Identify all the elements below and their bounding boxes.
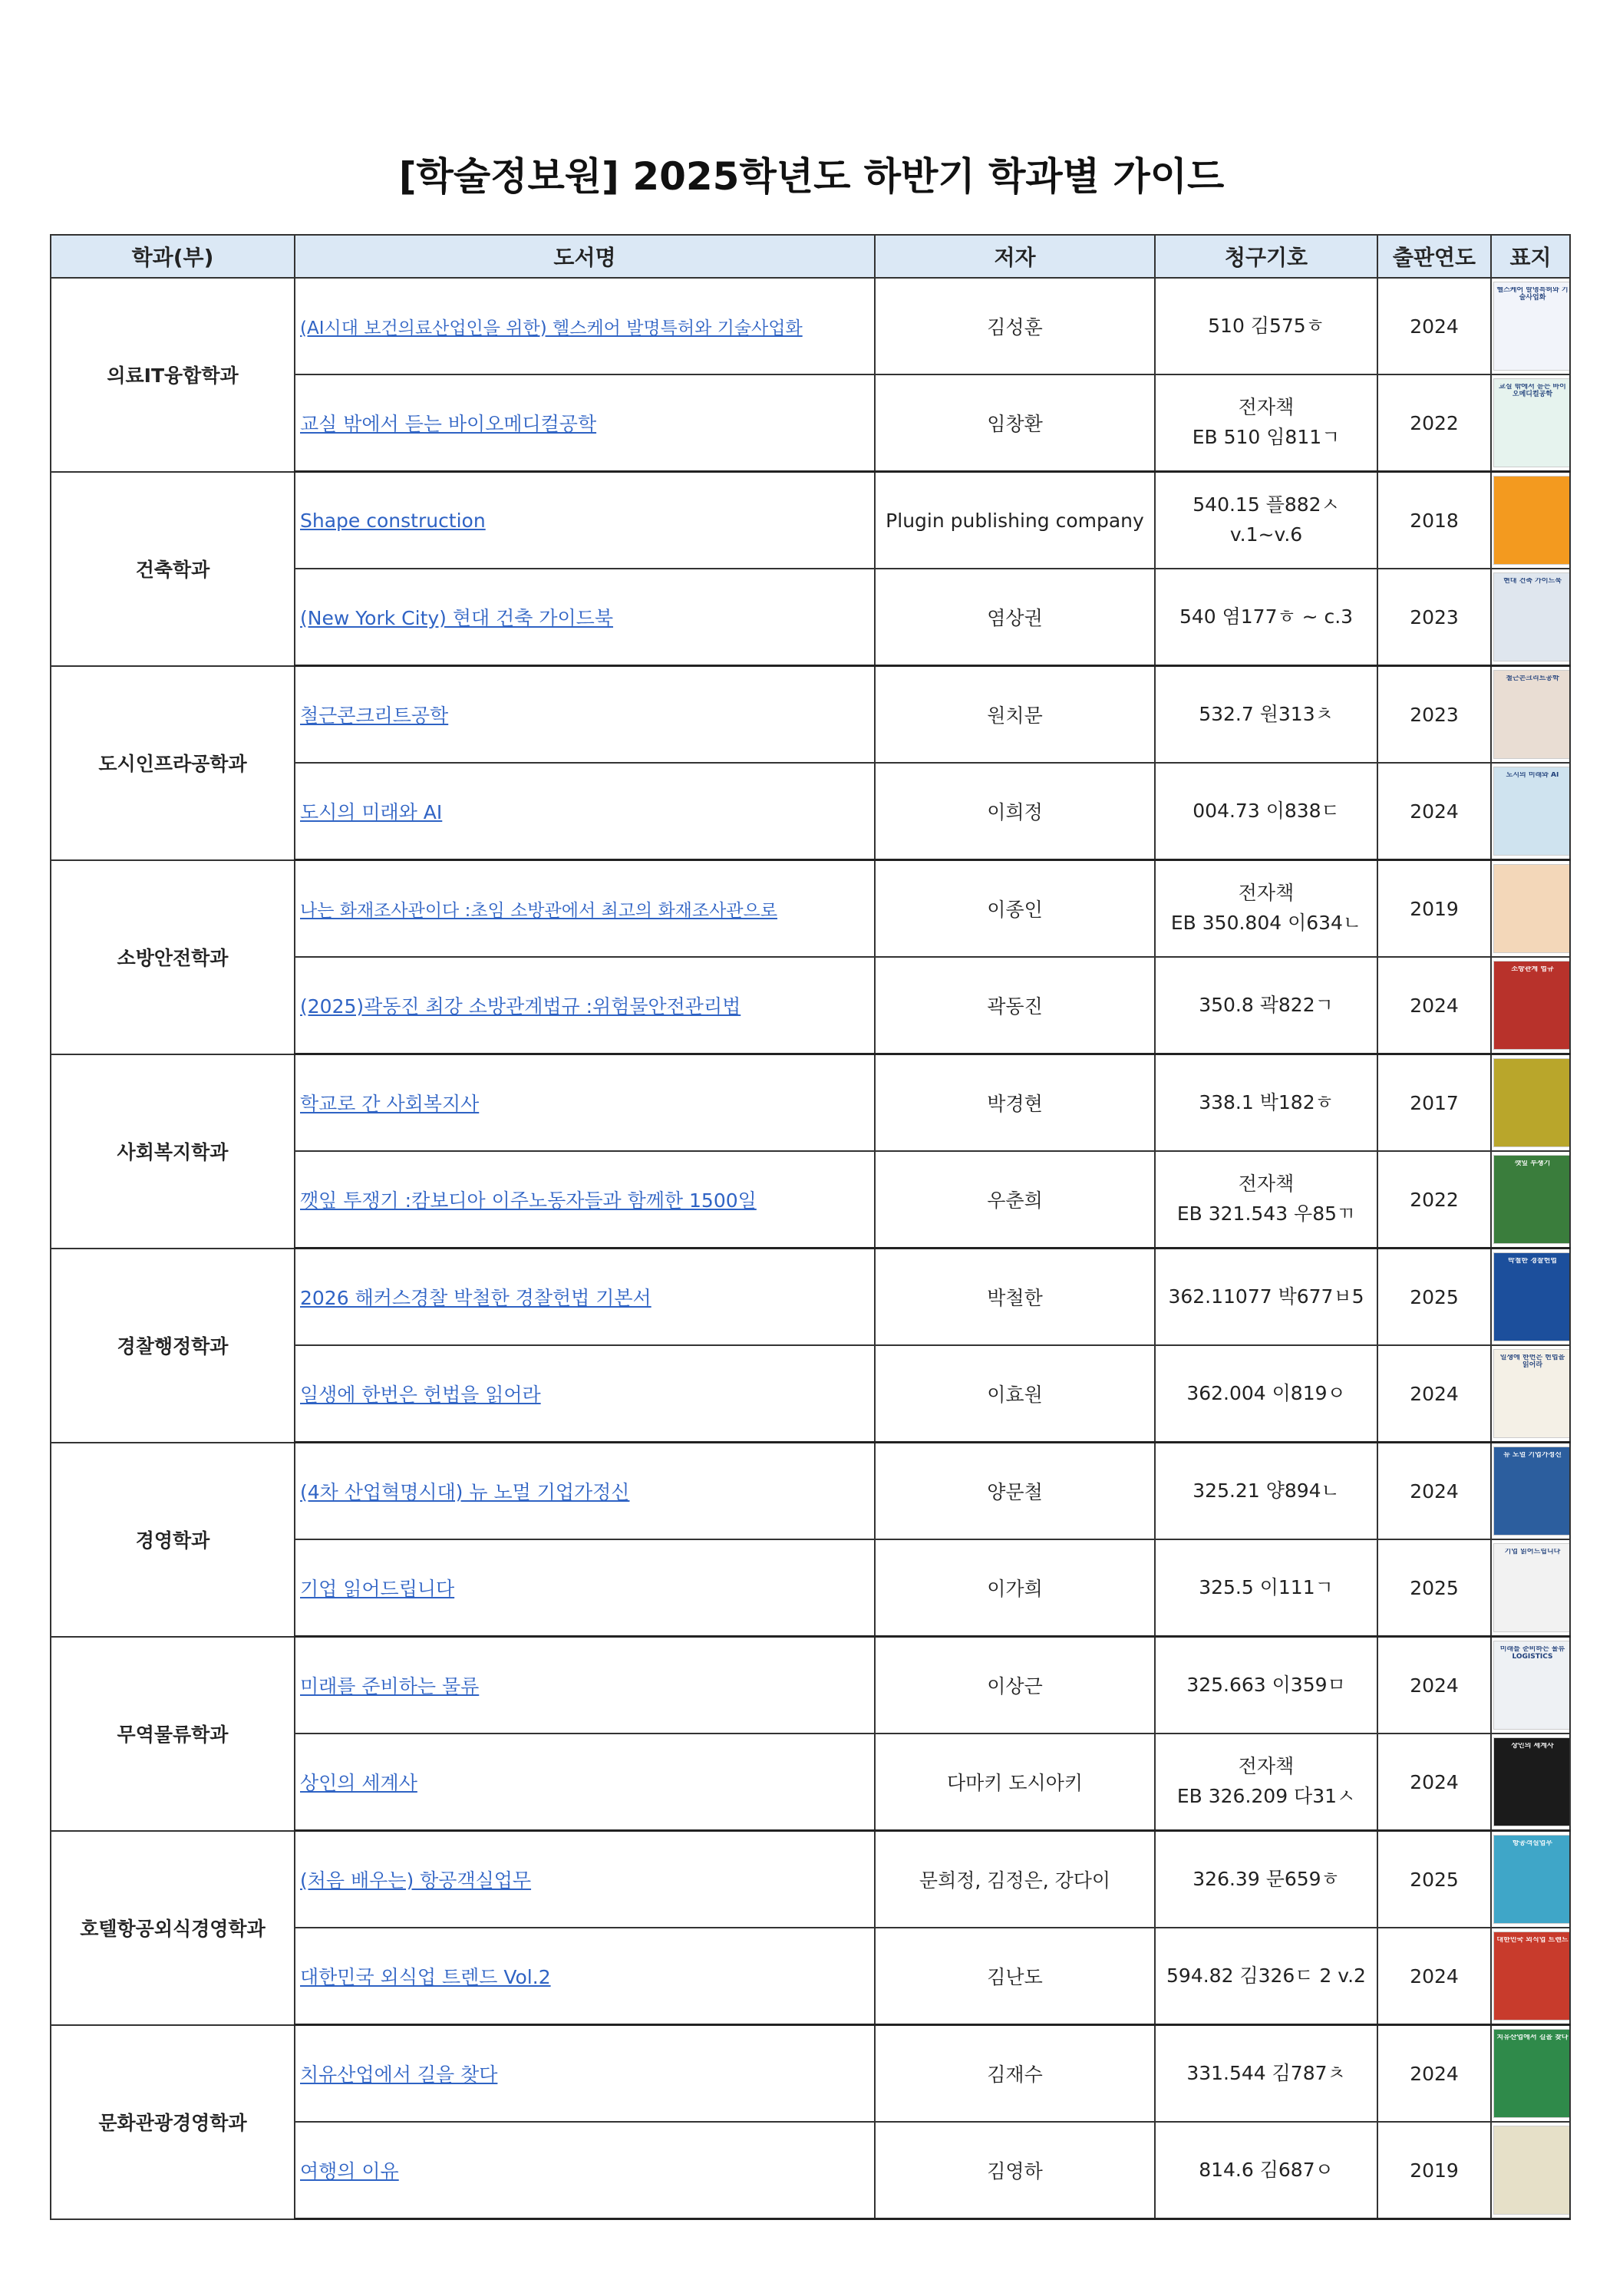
header-row: [51, 235, 1570, 278]
book-author: 염상권: [875, 569, 1155, 666]
book-author: 이가희: [875, 1539, 1155, 1637]
call-number: [1155, 1345, 1377, 1443]
book-author: 박경현: [875, 1054, 1155, 1152]
publication-year: 2024: [1377, 278, 1491, 374]
call-number: [1155, 957, 1377, 1054]
cover-cell: [1491, 278, 1570, 374]
cover-cell: [1491, 2122, 1570, 2219]
book-author: 이종인: [875, 860, 1155, 958]
department-name: 의료IT융합학과: [51, 278, 295, 472]
cover-cell: [1491, 1345, 1570, 1443]
table-row: [51, 1831, 1570, 1928]
call-number-line1: 325.5 이111ㄱ: [1199, 1575, 1334, 1598]
cover-label: 소방관계 법규: [1511, 966, 1554, 973]
department-name: 경찰행정학과: [51, 1249, 295, 1443]
call-number: [1155, 860, 1377, 958]
book-title-cell: [295, 666, 875, 764]
book-title-link[interactable]: 학교로 간 사회복지사: [300, 1093, 480, 1115]
department-name: 건축학과: [51, 472, 295, 666]
book-author: 원치문: [875, 666, 1155, 764]
book-author: 곽동진: [875, 957, 1155, 1054]
book-title-link[interactable]: 미래를 준비하는 물류: [300, 1675, 480, 1697]
book-author: 양문철: [875, 1443, 1155, 1540]
call-number-line1: 510 김575ㅎ: [1208, 314, 1324, 337]
publication-year: 2019: [1377, 2122, 1491, 2219]
cover-label: 깻잎 투쟁기: [1514, 1160, 1551, 1167]
call-number: [1155, 1734, 1377, 1831]
book-title-cell: [295, 1539, 875, 1637]
publication-year: 2022: [1377, 1151, 1491, 1249]
book-author: 이효원: [875, 1345, 1155, 1443]
book-title-link[interactable]: 2026 해커스경찰 박철한 경찰헌법 기본서: [300, 1287, 652, 1309]
book-title-cell: [295, 1345, 875, 1443]
cover-label: 현대 건축 가이드북: [1503, 578, 1562, 585]
book-title-cell: [295, 472, 875, 569]
publication-year: 2024: [1377, 763, 1491, 860]
publication-year: 2025: [1377, 1539, 1491, 1637]
book-author: Plugin publishing company: [875, 472, 1155, 569]
book-title-cell: [295, 860, 875, 958]
book-title-cell: [295, 1831, 875, 1928]
publication-year: 2025: [1377, 1831, 1491, 1928]
publication-year: 2019: [1377, 860, 1491, 958]
call-number-line1: 532.7 원313ㅊ: [1199, 702, 1334, 725]
call-number: [1155, 2122, 1377, 2219]
department-name: 소방안전학과: [51, 860, 295, 1054]
department-name: 무역물류학과: [51, 1637, 295, 1831]
call-number-line1: 540 염177ㅎ ~ c.3: [1179, 605, 1354, 628]
book-title-cell: [295, 1054, 875, 1152]
call-number: [1155, 763, 1377, 860]
cover-label: 교실 밖에서 듣는 바이오메디컬공학: [1499, 384, 1566, 398]
cover-cell: [1491, 1443, 1570, 1540]
book-title-cell: [295, 2025, 875, 2123]
book-author: 이상근: [875, 1637, 1155, 1734]
cover-label: 기업 읽어드립니다: [1504, 1549, 1561, 1555]
book-cover-image: [1493, 1058, 1570, 1147]
book-title-cell: [295, 1249, 875, 1346]
call-number: [1155, 472, 1377, 569]
book-title-cell: [295, 1637, 875, 1734]
book-cover-image: [1493, 767, 1570, 856]
publication-year: 2024: [1377, 1443, 1491, 1540]
book-title-cell: [295, 2122, 875, 2219]
call-number-line1: 전자책: [1238, 1173, 1295, 1196]
publication-year: 2025: [1377, 1249, 1491, 1346]
publication-year: 2024: [1377, 1734, 1491, 1831]
book-cover-image: [1493, 1931, 1570, 2021]
cover-cell: [1491, 1831, 1570, 1928]
book-title-link[interactable]: 기업 읽어드립니다: [300, 1578, 455, 1600]
book-cover-image: [1493, 670, 1570, 759]
table-row: [51, 1637, 1570, 1734]
book-title-link[interactable]: (2025)곽동진 최강 소방관계법규 :위험물안전관리법: [300, 995, 741, 1018]
book-cover-image: [1493, 572, 1570, 661]
table-row: [51, 2025, 1570, 2123]
cover-cell: [1491, 2025, 1570, 2123]
table-row: [51, 666, 1570, 764]
call-number-line1: 전자책: [1238, 396, 1295, 419]
book-title-link[interactable]: 대한민국 외식업 트렌드 Vol.2: [300, 1966, 551, 1988]
call-number-line1: 331.544 김787ㅊ: [1186, 2061, 1346, 2084]
cover-cell: [1491, 1249, 1570, 1346]
book-title-link[interactable]: 일생에 한번은 헌법을 읽어라: [300, 1384, 541, 1406]
table-row: [51, 1054, 1570, 1152]
book-author: 다마키 도시아키: [875, 1734, 1155, 1831]
book-title-link[interactable]: 여행의 이유: [300, 2160, 399, 2182]
book-title-cell: [295, 374, 875, 472]
cover-cell: [1491, 763, 1570, 860]
book-cover-image: [1493, 2126, 1570, 2215]
cover-cell: [1491, 1734, 1570, 1831]
call-number: [1155, 1443, 1377, 1540]
header-book-title: 도서명: [295, 235, 875, 278]
header-call-number: 청구기호: [1155, 235, 1377, 278]
book-title-link[interactable]: Shape construction: [300, 509, 486, 532]
call-number: [1155, 1151, 1377, 1249]
book-title-link[interactable]: 철근콘크리트공학: [300, 704, 449, 727]
call-number-line1: 전자책: [1238, 1755, 1295, 1778]
table-body: [51, 278, 1570, 2219]
table-row: [51, 472, 1570, 569]
book-cover-image: [1493, 1252, 1570, 1341]
cover-label: 뉴 노멀 기업가정신: [1503, 1452, 1562, 1459]
cover-cell: [1491, 374, 1570, 472]
table-header: [51, 235, 1570, 278]
book-cover-image: [1493, 2029, 1570, 2118]
publication-year: 2024: [1377, 1928, 1491, 2025]
book-cover-image: [1493, 476, 1570, 565]
book-author: 이희정: [875, 763, 1155, 860]
table-row: [51, 860, 1570, 958]
cover-label: 미래를 준비하는 물류 LOGISTICS: [1499, 1646, 1565, 1661]
call-number-line1: 814.6 김687ㅇ: [1199, 2158, 1334, 2181]
cover-label: 헬스케어 발명특허와 기술사업화: [1496, 287, 1569, 302]
cover-cell: [1491, 957, 1570, 1054]
call-number-line1: 004.73 이838ㄷ: [1193, 799, 1340, 822]
book-cover-image: [1493, 1737, 1570, 1826]
department-name: 문화관광경영학과: [51, 2025, 295, 2219]
call-number-line1: 362.004 이819ㅇ: [1186, 1381, 1346, 1404]
department-name: 경영학과: [51, 1443, 295, 1637]
publication-year: 2017: [1377, 1054, 1491, 1152]
book-cover-image: [1493, 1155, 1570, 1244]
book-title-link[interactable]: 나는 화재조사관이다 :초임 소방관에서 최고의 화재조사관으로: [300, 900, 777, 921]
book-title-cell: [295, 1928, 875, 2025]
book-title-cell: [295, 1734, 875, 1831]
cover-label: 대한민국 외식업 트렌드: [1496, 1937, 1569, 1944]
publication-year: 2022: [1377, 374, 1491, 472]
page-title: [학술정보원] 2025학년도 하반기 학과별 가이드: [398, 154, 1225, 199]
book-title-cell: [295, 1443, 875, 1540]
call-number: [1155, 278, 1377, 374]
cover-label: 치유산업에서 길을 찾다: [1496, 2034, 1569, 2041]
call-number: [1155, 1054, 1377, 1152]
book-author: 김영하: [875, 2122, 1155, 2219]
call-number-line2: EB 326.209 다31ㅅ: [1176, 1785, 1356, 1807]
book-cover-image: [1493, 961, 1570, 1050]
call-number-line1: 350.8 곽822ㄱ: [1199, 993, 1334, 1016]
book-title-cell: [295, 1151, 875, 1249]
call-number: [1155, 1831, 1377, 1928]
call-number: [1155, 1637, 1377, 1734]
book-cover-image: [1493, 1641, 1570, 1730]
header-cover: 표지: [1491, 235, 1570, 278]
book-title-cell: [295, 569, 875, 666]
book-title-link[interactable]: (AI시대 보건의료산업인을 위한) 헬스케어 발명특허와 기술사업화: [300, 318, 803, 338]
department-name: 사회복지학과: [51, 1054, 295, 1249]
cover-cell: [1491, 1539, 1570, 1637]
book-title-link[interactable]: 치유산업에서 길을 찾다: [300, 2063, 498, 2086]
book-author: 김성훈: [875, 278, 1155, 374]
header-dept: 학과(부): [51, 235, 295, 278]
cover-label: 박철한 경찰헌법: [1508, 1258, 1557, 1265]
book-title-link[interactable]: 도시의 미래와 AI: [300, 801, 443, 823]
cover-cell: [1491, 569, 1570, 666]
book-author: 우춘희: [875, 1151, 1155, 1249]
cover-label: 항공객실업무: [1512, 1840, 1553, 1847]
publication-year: 2018: [1377, 472, 1491, 569]
call-number: [1155, 1928, 1377, 2025]
book-author: 문희정, 김정은, 강다이: [875, 1831, 1155, 1928]
cover-label: 일생에 한번은 헌법을 읽어라: [1499, 1354, 1565, 1369]
publication-year: 2024: [1377, 1345, 1491, 1443]
call-number-line1: 540.15 플882ㅅ v.1~v.6: [1193, 493, 1340, 546]
book-title-link[interactable]: (처음 배우는) 항공객실업무: [300, 1869, 532, 1892]
call-number: [1155, 1539, 1377, 1637]
call-number: [1155, 666, 1377, 764]
department-name: 도시인프라공학과: [51, 666, 295, 860]
book-title-link[interactable]: 상인의 세계사: [300, 1772, 417, 1794]
book-title-cell: [295, 278, 875, 374]
cover-cell: [1491, 666, 1570, 764]
book-cover-image: [1493, 1543, 1570, 1632]
cover-cell: [1491, 1054, 1570, 1152]
department-name: 호텔항공외식경영학과: [51, 1831, 295, 2025]
call-number-line1: 전자책: [1238, 882, 1295, 905]
book-cover-image: [1493, 864, 1570, 953]
cover-label: 철근콘크리트공학: [1506, 675, 1559, 682]
book-cover-image: [1493, 282, 1570, 371]
book-title-link[interactable]: (4차 산업혁명시대) 뉴 노멀 기업가정신: [300, 1481, 630, 1503]
call-number-line2: EB 510 임811ㄱ: [1192, 426, 1341, 448]
book-title-cell: [295, 763, 875, 860]
publication-year: 2024: [1377, 957, 1491, 1054]
cover-cell: [1491, 472, 1570, 569]
book-cover-image: [1493, 1349, 1570, 1438]
book-author: 임창환: [875, 374, 1155, 472]
book-author: 김재수: [875, 2025, 1155, 2123]
cover-cell: [1491, 860, 1570, 958]
book-title-cell: [295, 957, 875, 1054]
call-number-line2: EB 321.543 우85ㄲ: [1176, 1202, 1356, 1225]
call-number: [1155, 1249, 1377, 1346]
publication-year: 2024: [1377, 1637, 1491, 1734]
call-number-line1: 594.82 김326ㄷ 2 v.2: [1166, 1964, 1366, 1987]
header-year: 출판연도: [1377, 235, 1491, 278]
header-author: 저자: [875, 235, 1155, 278]
call-number-line1: 338.1 박182ㅎ: [1199, 1090, 1334, 1113]
book-cover-image: [1493, 378, 1570, 467]
call-number: [1155, 569, 1377, 666]
call-number-line1: 325.21 양894ㄴ: [1193, 1479, 1340, 1502]
book-cover-image: [1493, 1835, 1570, 1924]
department-guide-table: [50, 234, 1571, 2220]
book-cover-image: [1493, 1447, 1570, 1536]
book-author: 김난도: [875, 1928, 1155, 2025]
publication-year: 2023: [1377, 666, 1491, 764]
table-row: [51, 1443, 1570, 1540]
call-number: [1155, 2025, 1377, 2123]
publication-year: 2023: [1377, 569, 1491, 666]
book-title-link[interactable]: 깻잎 투쟁기 :캄보디아 이주노동자들과 함께한 1500일: [300, 1189, 757, 1212]
table-row: [51, 1249, 1570, 1346]
call-number-line1: 362.11077 박677ㅂ5: [1168, 1285, 1364, 1308]
call-number-line1: 326.39 문659ㅎ: [1193, 1867, 1340, 1890]
call-number-line2: EB 350.804 이634ㄴ: [1170, 912, 1362, 934]
cover-cell: [1491, 1151, 1570, 1249]
call-number-line1: 325.663 이359ㅁ: [1186, 1673, 1346, 1696]
cover-label: 도시의 미래와 AI: [1506, 772, 1559, 779]
book-author: 박철한: [875, 1249, 1155, 1346]
cover-label: 상인의 세계사: [1511, 1743, 1554, 1750]
cover-cell: [1491, 1637, 1570, 1734]
cover-cell: [1491, 1928, 1570, 2025]
book-title-link[interactable]: (New York City) 현대 건축 가이드북: [300, 607, 613, 629]
book-title-link[interactable]: 교실 밖에서 듣는 바이오메디컬공학: [300, 413, 597, 435]
call-number: [1155, 374, 1377, 472]
publication-year: 2024: [1377, 2025, 1491, 2123]
table-row: [51, 278, 1570, 374]
